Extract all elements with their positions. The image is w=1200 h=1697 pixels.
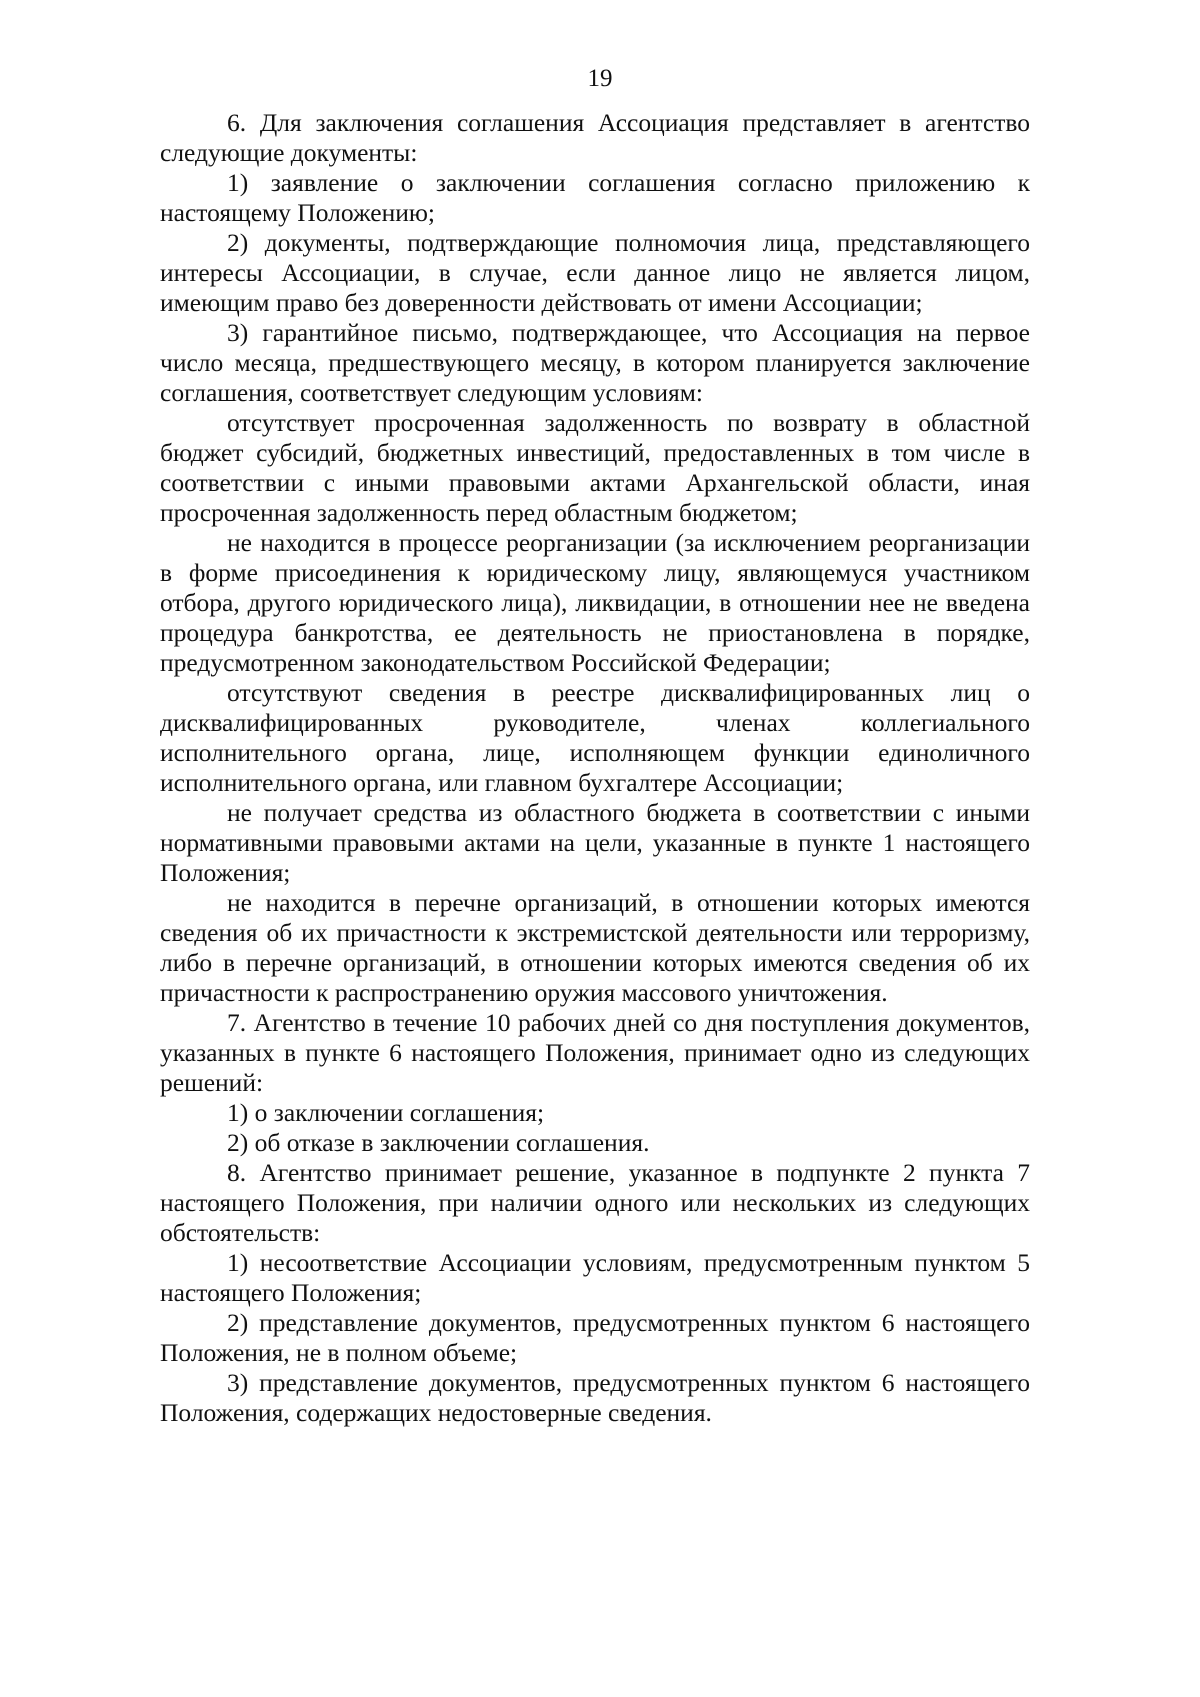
condition-no-other-funding: не получает средства из областного бюджета в соответствии с иными нормативными правовыми актами на цели, указанные в пункте 1 настоящего Положения;: [160, 798, 1030, 887]
page-number: 19: [587, 65, 613, 92]
paragraph-6-item-3: 3) гарантийное письмо, подтверждающее, что Ассоциация на первое число месяца, предшествующего месяцу, в котором планируется заключение соглашения, соответствует следующим условиям:: [160, 318, 1030, 407]
paragraph-6-intro: 6. Для заключения соглашения Ассоциация представляет в агентство следующие документы:: [160, 108, 1030, 167]
paragraph-8-item-1: 1) несоответствие Ассоциации условиям, предусмотренным пунктом 5 настоящего Положения;: [160, 1248, 1030, 1307]
paragraph-8-item-3: 3) представление документов, предусмотренных пунктом 6 настоящего Положения, содержащих недостоверные сведения.: [160, 1368, 1030, 1427]
paragraph-7-item-2: 2) об отказе в заключении соглашения.: [227, 1128, 650, 1157]
condition-no-overdue-debt: отсутствует просроченная задолженность по возврату в областной бюджет субсидий, бюджетных инвестиций, предоставленных в том числе в соответствии с иными правовыми актами Архангельской области, иная просроченная задолженность перед областным бюджетом;: [160, 408, 1030, 527]
paragraph-6-item-2: 2) документы, подтверждающие полномочия лица, представляющего интересы Ассоциации, в случае, если данное лицо не является лицом, имеющим право без доверенности действовать от имени Ассоциации;: [160, 228, 1030, 317]
paragraph-7-item-1: 1) о заключении соглашения;: [227, 1098, 545, 1127]
paragraph-8-intro: 8. Агентство принимает решение, указанное в подпункте 2 пункта 7 настоящего Положения, при наличии одного или нескольких из следующих обстоятельств:: [160, 1158, 1030, 1247]
paragraph-7-intro: 7. Агентство в течение 10 рабочих дней со дня поступления документов, указанных в пункте 6 настоящего Положения, принимает одно из следующих решений:: [160, 1008, 1030, 1097]
document-body: [160, 108, 1030, 1428]
paragraph-8-item-2: 2) представление документов, предусмотренных пунктом 6 настоящего Положения, не в полном объеме;: [160, 1308, 1030, 1367]
condition-no-disqualified-persons: отсутствуют сведения в реестре дисквалифицированных лиц о дисквалифицированных руководителе, членах коллегиального исполнительного органа, лице, исполняющем функции единоличного исполнительного органа, или главном бухгалтере Ассоциации;: [160, 678, 1030, 797]
condition-not-in-extremism-list: не находится в перечне организаций, в отношении которых имеются сведения об их причастности к экстремистской деятельности или терроризму, либо в перечне организаций, в отношении которых имеются сведения об их причастности к распространению оружия массового уничтожения.: [160, 888, 1030, 1007]
condition-no-reorganization: не находится в процессе реорганизации (за исключением реорганизации в форме присоединения к юридическому лицу, являющемуся участником отбора, другого юридического лица), ликвидации, в отношении нее не введена процедура банкротства, ее деятельность не приостановлена в порядке, предусмотренном законодательством Российской Федерации;: [160, 528, 1030, 677]
paragraph-6-item-1: 1) заявление о заключении соглашения согласно приложению к настоящему Положению;: [160, 168, 1030, 227]
